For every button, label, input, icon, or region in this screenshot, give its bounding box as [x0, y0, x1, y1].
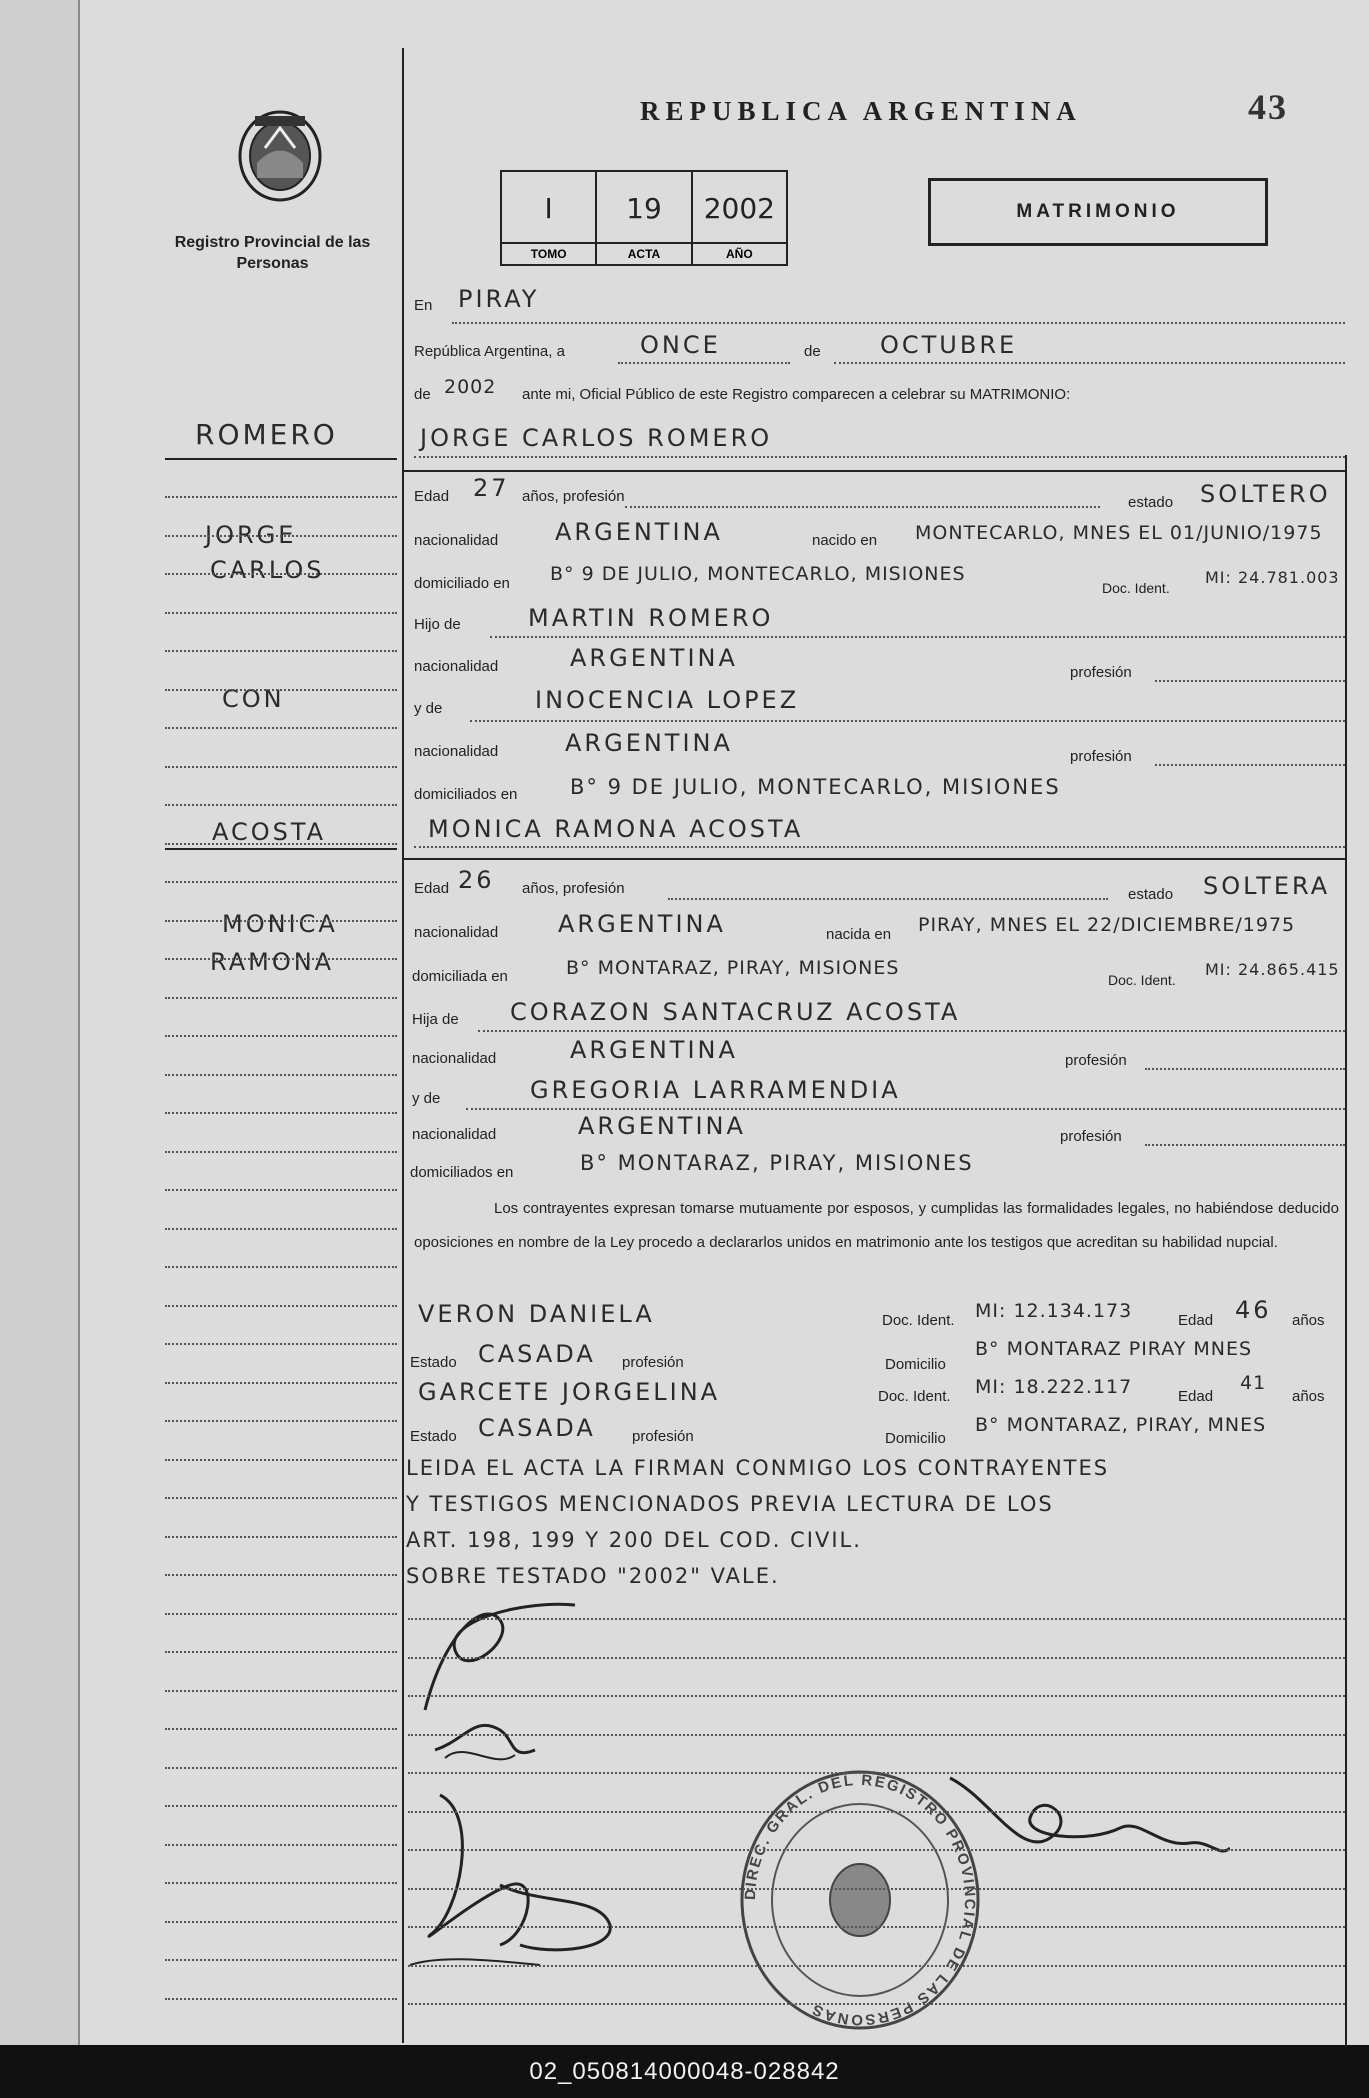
margin-rule	[165, 1382, 397, 1384]
dotline	[478, 1030, 1345, 1032]
acta-cell	[597, 172, 692, 264]
margin-groom-surname: ROMERO	[195, 418, 338, 451]
groom-nationality-value: ARGENTINA	[555, 518, 723, 546]
margin-rule	[165, 573, 397, 575]
margin-rule	[165, 650, 397, 652]
bride-mother-value: GREGORIA LARRAMENDIA	[530, 1076, 901, 1104]
witness-2-status-value: CASADA	[478, 1414, 596, 1442]
groom-father-nat-label: nacionalidad	[414, 658, 499, 675]
dotline	[1155, 764, 1345, 766]
bride-profession-label: años, profesión	[522, 880, 625, 897]
page-number: 43	[1248, 87, 1288, 127]
margin-rule	[165, 1921, 397, 1923]
bride-born-value: PIRAY, MNES EL 22/DICIEMBRE/1975	[918, 914, 1296, 936]
solidline	[165, 458, 397, 460]
margin-rule	[165, 881, 397, 883]
witness-1-prof-label: profesión	[622, 1354, 684, 1371]
dotline	[834, 362, 1345, 364]
margin-rule	[165, 1305, 397, 1307]
groom-mother-value: INOCENCIA LOPEZ	[535, 686, 800, 714]
document-id-footer: 02_050814000048-028842	[0, 2045, 1369, 2098]
column-divider	[402, 48, 404, 2043]
bride-mother-nat-label: nacionalidad	[412, 1126, 497, 1143]
witness-1-dom-value: B° MONTARAZ PIRAY MNES	[975, 1338, 1253, 1360]
margin-rule	[165, 1151, 397, 1153]
hrule	[404, 470, 1346, 472]
dotline	[625, 506, 1100, 508]
dotline	[668, 898, 1108, 900]
margin-rule	[165, 1112, 397, 1114]
bride-father-nat-value: ARGENTINA	[570, 1036, 738, 1064]
margin-rule	[165, 1189, 397, 1191]
bride-father-label: Hija de	[412, 1011, 459, 1028]
margin-bride-given-2: RAMONA	[210, 948, 335, 976]
acta-label: ACTA	[597, 242, 690, 264]
registration-box	[500, 170, 788, 266]
margin-rule	[165, 689, 397, 691]
bride-doc-value: MI: 24.865.415	[1205, 960, 1340, 979]
dotline	[466, 1108, 1345, 1110]
ano-label: AÑO	[693, 242, 786, 264]
bride-signature	[400, 1775, 640, 1975]
groom-nationality-label: nacionalidad	[414, 532, 499, 549]
groom-father-nat-value: ARGENTINA	[570, 644, 738, 672]
body-rule	[408, 1772, 1345, 1774]
stamp-text: DIREC. GRAL. DEL REGISTRO PROVINCIAL DE LAS PERSONAS	[741, 1771, 979, 2029]
note-line-2: Y TESTIGOS MENCIONADOS PREVIA LECTURA DE LOS	[406, 1492, 1054, 1516]
witness-2-dom-value: B° MONTARAZ, PIRAY, MNES	[975, 1414, 1267, 1436]
groom-doc-label: Doc. Ident.	[1102, 580, 1170, 596]
bride-father-nat-label: nacionalidad	[412, 1050, 497, 1067]
witness-2-doc-label: Doc. Ident.	[878, 1388, 951, 1405]
groom-mother-prof-label: profesión	[1070, 748, 1132, 765]
margin-rule	[165, 1805, 397, 1807]
witness-1-name: VERON DANIELA	[418, 1300, 655, 1328]
registry-stamp	[735, 1765, 985, 2035]
groom-status-label: estado	[1128, 494, 1174, 511]
binding-edge	[0, 0, 80, 2045]
tomo-label: TOMO	[502, 242, 595, 264]
witness-2-dom-label: Domicilio	[885, 1430, 946, 1447]
body-rule	[408, 1618, 1345, 1620]
witness-2-name: GARCETE JORGELINA	[418, 1378, 721, 1406]
body-rule	[408, 1657, 1345, 1659]
body-rule	[408, 1734, 1345, 1736]
registry-name: Registro Provincial de las Personas	[174, 234, 371, 272]
bride-age-label: Edad	[414, 880, 450, 897]
groom-mother-nat-value: ARGENTINA	[565, 729, 733, 757]
month-value: OCTUBRE	[880, 331, 1018, 359]
witness-1-age-value: 46	[1235, 1296, 1272, 1324]
bride-mother-nat-value: ARGENTINA	[578, 1112, 746, 1140]
bride-father-prof-label: profesión	[1065, 1052, 1127, 1069]
groom-signature	[405, 1590, 615, 1765]
margin-rule	[165, 1459, 397, 1461]
bride-status-label: estado	[1128, 886, 1174, 903]
margin-rule	[165, 1497, 397, 1499]
bride-full-name: MONICA RAMONA ACOSTA	[428, 815, 804, 843]
bride-status-value: SOLTERA	[1203, 872, 1331, 900]
groom-father-prof-label: profesión	[1070, 664, 1132, 681]
margin-rule	[165, 1035, 397, 1037]
groom-domicile-label: domiciliado en	[414, 575, 510, 592]
margin-connector: CON	[222, 685, 285, 713]
groom-born-value: MONTECARLO, MNES EL 01/JUNIO/1975	[915, 522, 1323, 544]
margin-rule	[165, 766, 397, 768]
province-crest-icon	[235, 108, 325, 208]
groom-mother-label: y de	[414, 700, 443, 717]
margin-rule	[165, 1728, 397, 1730]
witness-1-status-value: CASADA	[478, 1340, 596, 1368]
right-border	[1345, 455, 1347, 2045]
margin-rule	[165, 1690, 397, 1692]
groom-parents-dom-value: B° 9 DE JULIO, MONTECARLO, MISIONES	[570, 775, 1061, 799]
solidline	[165, 848, 397, 850]
margin-groom-given-2: CARLOS	[210, 556, 325, 584]
margin-rule	[165, 496, 397, 498]
bride-doc-label: Doc. Ident.	[1108, 972, 1176, 988]
dotline	[414, 846, 1345, 848]
country-title: REPUBLICA ARGENTINA	[640, 96, 1082, 126]
margin-rule	[165, 1613, 397, 1615]
dotline	[452, 322, 1345, 324]
body-rule	[408, 1926, 1345, 1928]
witness-1-dom-label: Domicilio	[885, 1356, 946, 1373]
tomo-cell	[502, 172, 597, 264]
witness-1-doc-value: MI: 12.134.173	[975, 1300, 1133, 1322]
note-line-3: ART. 198, 199 Y 200 DEL COD. CIVIL.	[406, 1528, 862, 1552]
place-value: PIRAY	[458, 285, 540, 313]
record-type: MATRIMONIO	[928, 178, 1268, 246]
dotline	[490, 636, 1345, 638]
body-rule	[408, 1965, 1345, 1967]
groom-profession-label: años, profesión	[522, 488, 625, 505]
margin-rule	[165, 1343, 397, 1345]
groom-domicile-value: B° 9 DE JULIO, MONTECARLO, MISIONES	[550, 563, 966, 585]
bride-parents-dom-label: domiciliados en	[410, 1164, 514, 1181]
margin-rule	[165, 1420, 397, 1422]
margin-rule	[165, 1074, 397, 1076]
margin-rule	[165, 1228, 397, 1230]
dotline	[414, 456, 1345, 458]
groom-father-value: MARTIN ROMERO	[528, 604, 774, 632]
groom-father-label: Hijo de	[414, 616, 461, 633]
bride-father-value: CORAZON SANTACRUZ ACOSTA	[510, 998, 961, 1026]
dotline	[1155, 680, 1345, 682]
groom-age-value: 27	[473, 474, 510, 502]
margin-rule	[165, 920, 397, 922]
margin-rule	[165, 727, 397, 729]
day-value: ONCE	[640, 331, 721, 359]
groom-age-label: Edad	[414, 488, 450, 505]
month-de-label: de	[804, 343, 821, 360]
bride-age-value: 26	[458, 866, 495, 894]
bride-parents-dom-value: B° MONTARAZ, PIRAY, MISIONES	[580, 1151, 974, 1175]
body-rule	[408, 1811, 1345, 1813]
margin-rule	[165, 1882, 397, 1884]
margin-rule	[165, 843, 397, 845]
margin-rule	[165, 612, 397, 614]
body-rule	[408, 1888, 1345, 1890]
margin-rule	[165, 535, 397, 537]
margin-rule	[165, 1844, 397, 1846]
bride-mother-label: y de	[412, 1090, 441, 1107]
witness-1-status-label: Estado	[410, 1354, 457, 1371]
margin-rule	[165, 997, 397, 999]
groom-status-value: SOLTERO	[1200, 480, 1331, 508]
witness-1-age-label: Edad	[1178, 1312, 1214, 1329]
margin-rule	[165, 1536, 397, 1538]
witness-2-age-value: 41	[1240, 1372, 1267, 1394]
bride-domicile-label: domiciliada en	[412, 968, 508, 985]
tomo-value: I	[544, 192, 553, 225]
bride-nationality-label: nacionalidad	[414, 924, 499, 941]
margin-rule	[165, 1574, 397, 1576]
margin-bride-given-1: MONICA	[222, 910, 338, 938]
en-label: En	[414, 297, 433, 314]
witness-2-age-label: Edad	[1178, 1388, 1214, 1405]
margin-rule	[165, 1998, 397, 2000]
intro-text: ante mi, Oficial Público de este Registro comparecen a celebrar su MATRIMONIO:	[522, 386, 1071, 403]
margin-bride-surname: ACOSTA	[212, 818, 327, 846]
republica-label: República Argentina, a	[414, 343, 565, 360]
year-value: 2002	[444, 376, 497, 398]
groom-mother-nat-label: nacionalidad	[414, 743, 499, 760]
witness-1-doc-label: Doc. Ident.	[882, 1312, 955, 1329]
witness-1-age-unit: años	[1292, 1312, 1325, 1329]
declaration-text: Los contrayentes expresan tomarse mutuamente por esposos, y cumplidas las formalidades legales, no habiéndose deducido oposiciones en nombre de la Ley procedo a declararlos unidos en matrimonio ante los testigos que acreditan su habilidad nupcial.	[414, 1200, 1339, 1251]
body-rule	[408, 1849, 1345, 1851]
dotline	[1145, 1144, 1345, 1146]
body-rule	[408, 1695, 1345, 1697]
margin-rule	[165, 804, 397, 806]
bride-mother-prof-label: profesión	[1060, 1128, 1122, 1145]
margin-rule	[165, 1767, 397, 1769]
bride-nationality-value: ARGENTINA	[558, 910, 726, 938]
witness-2-age-unit: años	[1292, 1388, 1325, 1405]
margin-rule	[165, 1959, 397, 1961]
groom-full-name: JORGE CARLOS ROMERO	[420, 424, 773, 452]
groom-born-label: nacido en	[812, 532, 878, 549]
dotline	[1145, 1068, 1345, 1070]
acta-value: 19	[626, 192, 662, 225]
dotline	[470, 720, 1345, 722]
witness-2-prof-label: profesión	[632, 1428, 694, 1445]
bride-domicile-value: B° MONTARAZ, PIRAY, MISIONES	[566, 957, 900, 979]
note-line-1: LEIDA EL ACTA LA FIRMAN CONMIGO LOS CONTRAYENTES	[406, 1456, 1110, 1480]
body-rule	[408, 2003, 1345, 2005]
groom-doc-value: MI: 24.781.003	[1205, 568, 1340, 587]
hrule	[404, 858, 1346, 860]
margin-groom-given-1: JORGE	[205, 521, 297, 549]
witness-2-doc-value: MI: 18.222.117	[975, 1376, 1133, 1398]
ano-cell	[693, 172, 786, 264]
bride-born-label: nacida en	[826, 926, 892, 943]
note-line-4: SOBRE TESTADO "2002" VALE.	[406, 1564, 780, 1588]
margin-rule	[165, 1651, 397, 1653]
margin-rule	[165, 958, 397, 960]
margin-rule	[165, 1266, 397, 1268]
ano-value: 2002	[703, 192, 775, 225]
dotline	[618, 362, 790, 364]
year-prefix: de	[414, 386, 431, 403]
groom-parents-dom-label: domiciliados en	[414, 786, 518, 803]
witness-2-status-label: Estado	[410, 1428, 457, 1445]
